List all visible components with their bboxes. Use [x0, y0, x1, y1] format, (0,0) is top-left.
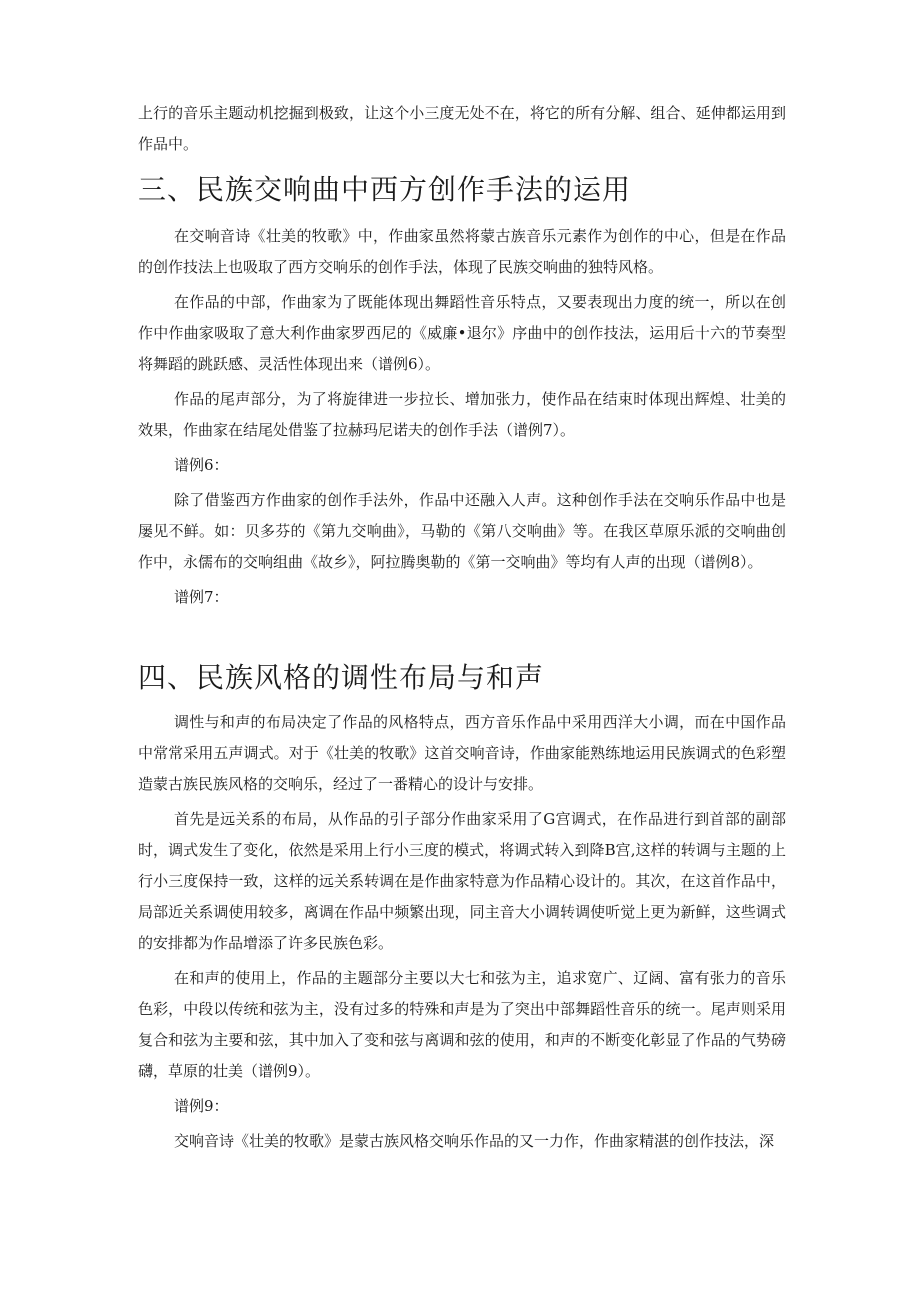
paragraph: 作品的尾声部分，为了将旋律进一步拉长、增加张力，使作品在结束时体现出辉煌、壮美的效果，作曲家在结尾处借鉴了拉赫玛尼诺夫的创作手法（谱例7）。 [138, 390, 786, 439]
body-text [138, 98, 786, 160]
paragraph: 除了借鉴西方作曲家的创作手法外，作品中还融入人声。这种创作手法在交响乐作品中也是屡见不鲜。如：贝多芬的《第九交响曲》，马勒的《第八交响曲》等。在我区草原乐派的交响曲创作中，永儒布的交响组曲《故乡》，阿拉腾奥勒的《第一交响曲》等均有人声的出现（谱例8）。 [138, 491, 786, 571]
body-text [138, 707, 786, 1157]
section-heading-3 [138, 170, 786, 210]
paragraph: 在作品的中部，作曲家为了既能体现出舞蹈性音乐特点，又要表现出力度的统一，所以在创作中作曲家吸取了意大利作曲家罗西尼的《威廉•退尔》序曲中的创作技法，运用后十六的节奏型将舞蹈的跳跃感、灵活性体现出来（谱例6）。 [138, 293, 786, 373]
paragraph: 在交响音诗《壮美的牧歌》中，作曲家虽然将蒙古族音乐元素作为创作的中心，但是在作品的创作技法上也吸取了西方交响乐的创作手法，体现了民族交响曲的独特风格。 [138, 227, 786, 276]
example-label: 谱例7： [174, 588, 229, 606]
paragraph: 调性与和声的布局决定了作品的风格特点，西方音乐作品中采用西洋大小调，而在中国作品中常常采用五声调式。对于《壮美的牧歌》这首交响音诗，作曲家能熟练地运用民族调式的色彩塑造蒙古族民族风格的交响乐，经过了一番精心的设计与安排。 [138, 713, 786, 793]
paragraph: 首先是远关系的布局，从作品的引子部分作曲家采用了G宫调式，在作品进行到首部的副部时，调式发生了变化，依然是采用上行小三度的模式，将调式转入到降B宫,这样的转调与主题的上行小三度保持一致，这样的远关系转调在是作曲家特意为作品精心设计的。其次，在这首作品中，局部近关系调使用较多，离调在作品中频繁出现，同主音大小调转调使听觉上更为新鲜，这些调式的安排都为作品增添了许多民族色彩。 [138, 810, 786, 952]
example-label: 谱例6： [174, 456, 229, 474]
heading: 四、民族风格的调性布局与和声 [138, 661, 545, 694]
heading: 三、民族交响曲中西方创作手法的运用 [138, 173, 632, 206]
section-heading-4 [138, 658, 786, 698]
example-label: 谱例9： [174, 1097, 229, 1115]
paragraph: 交响音诗《壮美的牧歌》是蒙古族风格交响乐作品的又一力作，作曲家精湛的创作技法，深 [174, 1132, 775, 1150]
paragraph: 在和声的使用上，作品的主题部分主要以大七和弦为主，追求宽广、辽阔、富有张力的音乐色彩，中段以传统和弦为主，没有过多的特殊和声是为了突出中部舞蹈性音乐的统一。尾声则采用复合和弦为主要和弦，其中加入了变和弦与离调和弦的使用，和声的不断变化彰显了作品的气势磅礴，草原的壮美（谱例9）。 [138, 969, 786, 1080]
body-text [138, 221, 786, 613]
paragraph: 上行的音乐主题动机挖掘到极致，让这个小三度无处不在，将它的所有分解、组合、延伸都运用到作品中。 [138, 104, 786, 153]
